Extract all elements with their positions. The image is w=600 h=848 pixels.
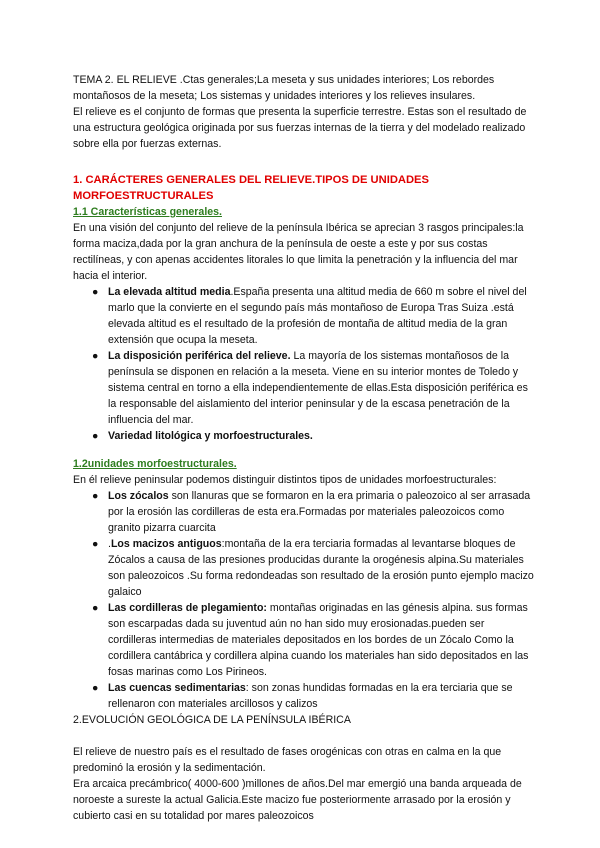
list-item [92, 488, 535, 536]
list-item-bold: La elevada altitud media [108, 286, 231, 298]
section2-paragraph-2: Era arcaica precámbrico( 4000-600 )millones de años.Del mar emergió una banda arqueada de noroeste a sureste la actual Galicia.Este macizo fue posteriormente arrasado por la erosión y cubierto casi en su totalidad por mares paleozoicos [73, 778, 522, 822]
list-item-prefix: . [108, 538, 111, 550]
bullet-icon: ● [92, 286, 99, 298]
subsection-1-1-heading: 1.1 Características generales. [73, 206, 222, 218]
list-item [92, 600, 535, 680]
subsection-1-1-paragraph: En una visión del conjunto del relieve de la península Ibérica se aprecian 3 rasgos principales:la forma maciza,dada por la gran anchura de la península de oeste a este y por sus costas rectilíneas, y con apenas accidentes litorales lo que limita la penetración y la influencia del mar hacia el interior. [73, 222, 524, 282]
bullet-icon: ● [92, 682, 99, 694]
bullet-icon: ● [92, 490, 99, 502]
list-item-bold: La disposición periférica del relieve. [108, 350, 291, 362]
list-item-text: son llanuras que se formaron en la era primaria o paleozoico al ser arrasada por la erosión las cordilleras de esta era.Formadas por materiales paleozoicos como granito pizarra cuarcita [108, 490, 531, 534]
list-item-text: montañas originadas en las génesis alpina. sus formas son escarpadas dada su juventud aún no han sido muy erosionadas.pueden ser cordilleras intermedias de materiales depositados en los bordes de un Zócalo Como la cordillera cantábrica y cordillera alpina cuando los materiales han sido depositados en las fosas marinas como Los Pirineos. [108, 602, 529, 678]
bullet-icon: ● [92, 430, 99, 442]
list-item-bold: Los macizos antiguos [110, 538, 222, 550]
units-list [73, 488, 535, 712]
list-item [92, 536, 535, 600]
list-item-text: .España presenta una altitud media de 660 m sobre el nivel del marlo que la convierte en el segundo país más montañoso de Europa Tras Suiza .está elevada altitud es el resultado de la profesión de montaña de altitud media de la gran extensión que ocupa la meseta. [108, 286, 527, 346]
intro-title-paragraph: TEMA 2. EL RELIEVE .Ctas generales;La meseta y sus unidades interiores; Los rebordes montañosos de la meseta; Los sistemas y unidades interiores y los relieves insulares. [73, 74, 495, 102]
subsection-1-2-paragraph: En él relieve peninsular podemos distinguir distintos tipos de unidades morfoestructurales: [73, 474, 497, 486]
list-item-bold: Las cuencas sedimentarias [108, 682, 246, 694]
section1-heading: 1. CARÁCTERES GENERALES DEL RELIEVE.TIPOS DE UNIDADES MORFOESTRUCTURALES [73, 174, 429, 202]
characteristics-list [73, 284, 535, 444]
spacer [73, 728, 535, 744]
list-item [92, 284, 535, 348]
bullet-icon: ● [92, 350, 99, 362]
list-item-bold: Las cordilleras de plegamiento: [108, 602, 267, 614]
list-item-bold: Variedad litológica y morfoestructurales. [108, 430, 313, 442]
intro-paragraph: El relieve es el conjunto de formas que presenta la superficie terrestre. Estas son el resultado de una estructura geológica originada por sus fuerzas internas de la tierra y del modelado realizado sobre ella por fuerzas externas. [73, 106, 527, 150]
list-item [92, 428, 535, 444]
document-body [73, 72, 535, 824]
list-item-text: :montaña de la era terciaria formadas al levantarse bloques de Zócalos a causa de las presiones producidas durante la orogénesis alpina.Su materiales son paleozoicos .Su forma redondeadas son resultado de la erosión punto ejemplo macizo galaico [108, 538, 534, 598]
list-item-bold: Los zócalos [108, 490, 169, 502]
bullet-icon: ● [92, 602, 99, 614]
list-item [92, 680, 535, 712]
section2-paragraph-1: El relieve de nuestro país es el resultado de fases orogénicas con otras en calma en la que predominó la erosión y la sedimentación. [73, 746, 502, 774]
bullet-icon: ● [92, 538, 99, 550]
list-item [92, 348, 535, 428]
section2-heading: 2.EVOLUCIÓN GEOLÓGICA DE LA PENÍNSULA IBÉRICA [73, 714, 351, 726]
subsection-1-2-heading: 1.2unidades morfoestructurales. [73, 458, 237, 470]
list-item-text: : son zonas hundidas formadas en la era terciaria que se rellenaron con materiales arcillosos y calizos [108, 682, 513, 710]
list-item-text: La mayoría de los sistemas montañosos de la península se disponen en relación a la meseta. Viene en su interior montes de Toledo y sistema central en torno a ella independientemente de ellas.Esta disposición periférica es la responsable del aislamiento del interior peninsular y de la escasa penetración de la influencia del mar. [108, 350, 528, 426]
